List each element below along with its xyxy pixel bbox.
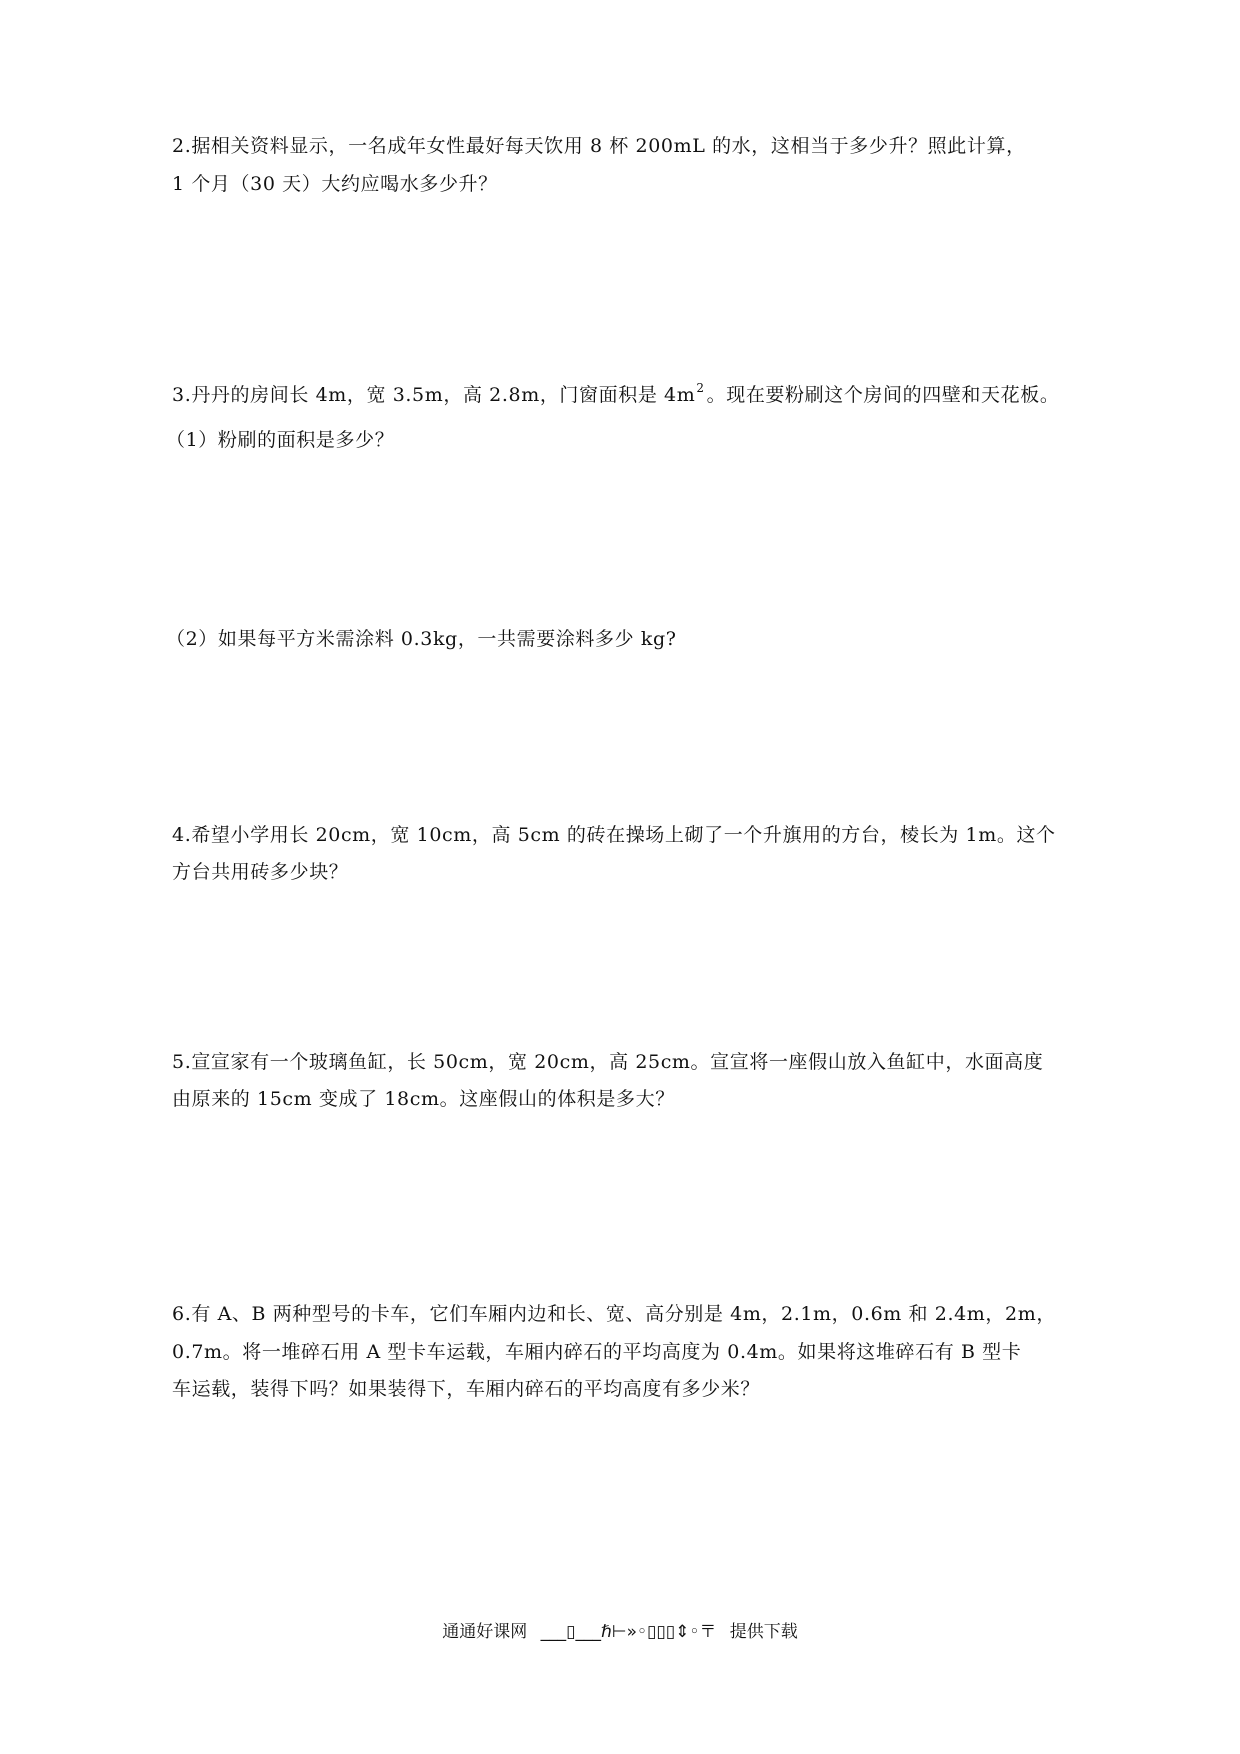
question-4-line-2: 方台共用砖多少块？ [172, 861, 349, 883]
question-3-part-1: （1）粉刷的面积是多少？ [166, 429, 395, 451]
footer-garbled-url: ___▯___ℏ⊢»◦▯▯▯⇕◦〒 [540, 1622, 717, 1642]
question-3-line-1 [172, 383, 1059, 407]
question-2-line-2: 1 个月（30 天）大约应喝水多少升？ [172, 173, 498, 195]
question-2-line-1: 2.据相关资料显示，一名成年女性最好每天饮用 8 杯 200mL 的水，这相当于多少升？照此计算， [172, 135, 1026, 157]
question-5-line-2: 由原来的 15cm 变成了 18cm。这座假山的体积是多大？ [172, 1088, 675, 1110]
question-6-line-2: 0.7m。将一堆碎石用 A 型卡车运载，车厢内碎石的平均高度为 0.4m。如果将这堆碎石有 B 型卡 [172, 1341, 1022, 1363]
page-footer [0, 1621, 1240, 1643]
question-4-line-1: 4.希望小学用长 20cm，宽 10cm，高 5cm 的砖在操场上砌了一个升旗用的方台，棱长为 1m。这个 [172, 824, 1056, 846]
question-3-text-end: 。现在要粉刷这个房间的四壁和天花板。 [706, 384, 1060, 406]
footer-site-name: 通通好课网 [442, 1622, 528, 1642]
question-6-line-1: 6.有 A、B 两种型号的卡车，它们车厢内边和长、宽、高分别是 4m，2.1m，0.6m 和 2.4m，2m， [172, 1303, 1056, 1325]
question-6-line-3: 车运载，装得下吗？如果装得下，车厢内碎石的平均高度有多少米？ [172, 1378, 761, 1400]
square-exponent: 2 [696, 381, 705, 395]
question-3-text: 3.丹丹的房间长 4m，宽 3.5m，高 2.8m，门窗面积是 4m [172, 384, 696, 406]
question-5-line-1: 5.宣宣家有一个玻璃鱼缸，长 50cm，宽 20cm，高 25cm。宣宣将一座假山放入鱼缸中，水面高度 [172, 1051, 1044, 1073]
question-3-part-2: （2）如果每平方米需涂料 0.3kg，一共需要涂料多少 kg? [166, 628, 677, 650]
footer-download-text: 提供下载 [729, 1622, 798, 1642]
